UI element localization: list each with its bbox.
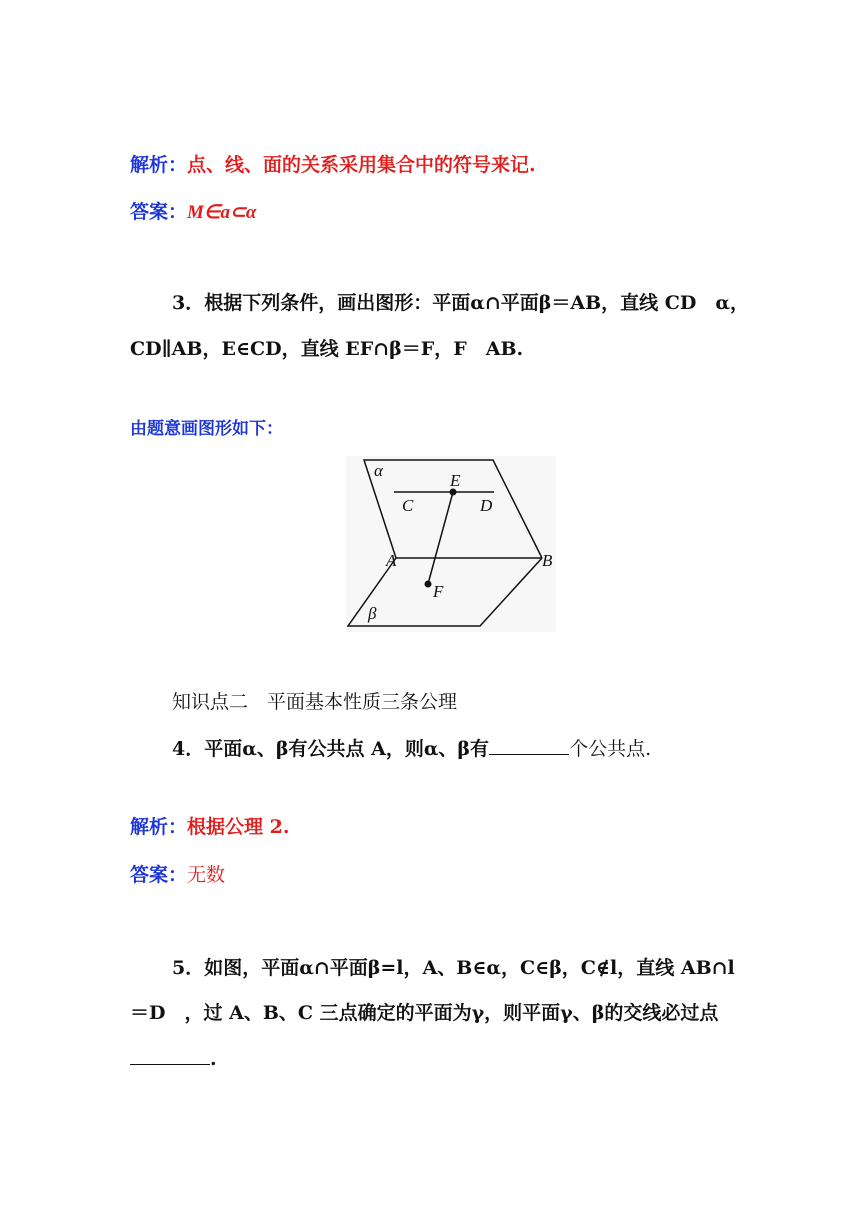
label-e: E	[450, 471, 461, 490]
answer-label: 答案：	[130, 864, 188, 886]
q3-line1: 3．根据下列条件，画出图形：平面α∩平面β＝AB，直线 CD α，	[172, 292, 750, 314]
answer-label: 答案：	[130, 201, 188, 223]
q2-analysis	[130, 152, 800, 178]
label-b: B	[542, 551, 553, 570]
answer-text: M∈a⊂α	[187, 202, 257, 223]
q2-answer	[130, 199, 800, 226]
q3-solution-intro: 由题意画图形如下：	[130, 419, 283, 439]
label-beta: β	[368, 604, 377, 623]
q5-blank	[130, 1046, 210, 1065]
q4-answer	[130, 862, 800, 888]
label-c: C	[402, 496, 414, 515]
q4-blank	[489, 736, 569, 755]
q3-line2: CD∥AB，E∈CD，直线 EF∩β＝F，F AB.	[130, 338, 524, 360]
analysis-label: 解析：	[130, 154, 188, 176]
label-a: A	[386, 551, 397, 570]
q5-line2: ＝D ，过 A、B、C 三点确定的平面为γ，则平面γ、β的交线必过点	[130, 1002, 719, 1024]
answer-text: 无数	[187, 864, 226, 886]
q5-line3	[130, 1046, 800, 1072]
planes-figure	[346, 456, 556, 632]
q4-question	[172, 736, 800, 762]
q4-text-before: 4．平面α、β有公共点 A，则α、β有	[172, 738, 490, 760]
section-title: 知识点二 平面基本性质三条公理	[172, 691, 458, 713]
label-alpha: α	[374, 461, 383, 480]
label-f: F	[433, 582, 444, 601]
analysis-text: 点、线、面的关系采用集合中的符号来记.	[187, 154, 536, 176]
q4-text-after: 个公共点.	[569, 738, 652, 760]
point-f	[425, 581, 432, 588]
q5-line1: 5．如图，平面α∩平面β=l，A、B∈α，C∈β，C∉l，直线 AB∩l	[172, 957, 735, 979]
q5-line3-tail: .	[210, 1048, 217, 1070]
label-d: D	[480, 496, 493, 515]
analysis-label: 解析：	[130, 816, 188, 838]
analysis-text: 根据公理 2.	[187, 816, 290, 838]
q4-analysis	[130, 814, 800, 840]
